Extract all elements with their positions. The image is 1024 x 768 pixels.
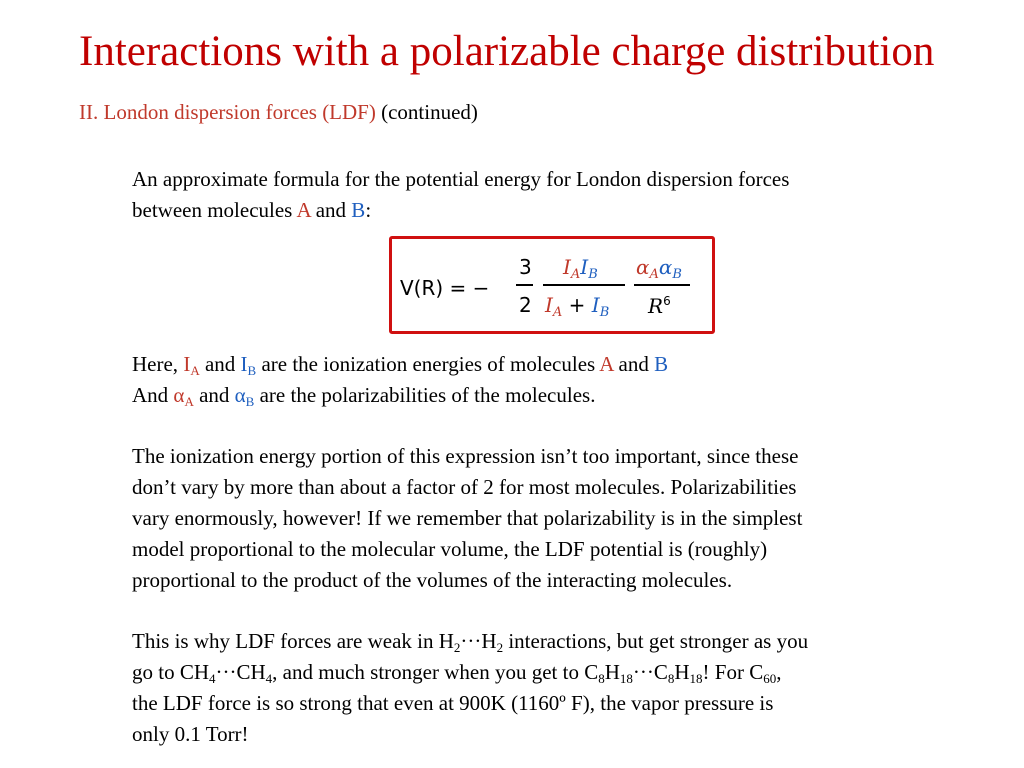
def-alpha-b: [235, 383, 255, 407]
ex-sub: 60: [763, 671, 777, 686]
paragraph-ionization: [132, 441, 992, 596]
polarizability-fraction-bar: [634, 284, 690, 286]
ex-sub: 8: [667, 671, 675, 686]
def-ib: [241, 352, 257, 376]
ex-text: This is why LDF forces are weak in H: [132, 629, 454, 653]
ex-text: go to CH: [132, 660, 210, 684]
ex-sub: 4: [265, 671, 273, 686]
distance-denominator: [648, 295, 671, 316]
def-ib-sub: B: [247, 363, 257, 378]
def-ia-sym: I: [183, 352, 191, 376]
definitions-text: [132, 349, 992, 411]
examples-line-3: the LDF force is so strong that even at 900K (1160º F), the vapor pressure is: [132, 691, 774, 715]
alpha-b-sym: α: [658, 255, 673, 279]
def-ie-text: are the ionization energies of molecules: [261, 352, 596, 376]
ib-num-sub: B: [588, 267, 598, 282]
ex-text: ···C: [632, 660, 668, 684]
intro-prefix: between molecules: [132, 198, 293, 222]
alpha-a: [636, 255, 659, 282]
ionization-denominator: [545, 295, 609, 319]
ex-text: H: [604, 660, 620, 684]
ia-den: [545, 293, 563, 320]
definition-ionization: [132, 349, 992, 380]
ib-den: [591, 293, 610, 320]
ex-sub: 4: [209, 671, 216, 686]
ia-num-sub: A: [570, 267, 581, 282]
r-sym: R: [648, 294, 664, 318]
def-alpha-b-sub: B: [245, 394, 255, 409]
examples-line-4: only 0.1 Torr!: [132, 722, 249, 746]
ex-text: , and much stronger when you get to C: [272, 660, 599, 684]
paragraph-line: model proportional to the molecular volume, the LDF potential is (roughly): [132, 537, 768, 561]
paragraph-line: The ionization energy portion of this expression isn’t too important, since these: [132, 444, 799, 468]
ex-text: ! For C: [702, 660, 764, 684]
slide-title: Interactions with a polarizable charge distribution: [79, 28, 935, 75]
paragraph-examples: [132, 626, 992, 750]
def-and-3: and: [199, 383, 230, 407]
intro-line-1: An approximate formula for the potential energy for London dispersion forces: [132, 167, 790, 191]
def-and-2: and: [618, 352, 649, 376]
slide-subtitle: [79, 102, 478, 123]
ex-sub: 18: [619, 671, 633, 686]
coef-numerator: 3: [519, 255, 532, 279]
paragraph-line: proportional to the product of the volumes of the interacting molecules.: [132, 568, 733, 592]
definition-polarizability: [132, 380, 992, 411]
intro-line-2: [132, 195, 992, 226]
ib-den-sub: B: [599, 305, 610, 320]
ia-den-sub: A: [552, 305, 563, 320]
ib-den-sym: I: [591, 293, 600, 317]
r-exponent: 6: [663, 294, 671, 308]
ib-num: [580, 255, 598, 282]
ia-den-sym: I: [545, 293, 553, 317]
ex-sub: 8: [598, 671, 605, 686]
ex-sub: 18: [689, 671, 703, 686]
coef-fraction-bar: [516, 284, 533, 286]
subtitle-main: II. London dispersion forces (LDF): [79, 100, 376, 124]
ex-sub: 2: [496, 640, 504, 655]
ex-sub: 2: [453, 640, 461, 655]
subtitle-suffix: (continued): [381, 100, 478, 124]
examples-line-1: [132, 626, 992, 657]
ia-num: [563, 255, 581, 282]
def-and-1: and: [204, 352, 236, 376]
def-alpha-a-sub: A: [184, 394, 194, 409]
ionization-numerator: [563, 257, 598, 281]
alpha-a-sym: α: [636, 255, 650, 279]
intro-text: [132, 164, 992, 226]
ex-text: interactions, but get stronger as you: [503, 629, 809, 653]
ex-text: ,: [776, 660, 782, 684]
def-alpha-a: [173, 383, 193, 407]
def-ia-sub: A: [190, 363, 200, 378]
ex-text: ···H: [460, 629, 497, 653]
molecule-a-label: A: [296, 198, 311, 222]
coef-denominator: 2: [519, 293, 532, 317]
ia-num-sym: I: [563, 255, 571, 279]
def-mol-b: B: [654, 352, 669, 376]
plus-sign: +: [568, 293, 586, 317]
ionization-fraction-bar: [543, 284, 625, 286]
formula-lhs-text: V(R) = −: [400, 276, 490, 300]
paragraph-line: don’t vary by more than about a factor of 2 for most molecules. Polarizabilities: [132, 475, 797, 499]
formula-lhs: [400, 278, 489, 298]
alpha-a-sub: A: [649, 267, 659, 282]
def-alpha-a-sym: α: [173, 383, 185, 407]
ex-text: H: [674, 660, 690, 684]
alpha-b: [658, 255, 682, 282]
def-mol-a: A: [599, 352, 614, 376]
def-ib-sym: I: [240, 352, 248, 376]
def-here: Here,: [132, 352, 179, 376]
molecule-b-label: B: [351, 198, 366, 222]
ib-num-sym: I: [580, 255, 589, 279]
def-pol-text: are the polarizabilities of the molecules.: [259, 383, 596, 407]
examples-line-2: [132, 657, 992, 688]
def-alpha-b-sym: α: [234, 383, 246, 407]
ex-text: ···CH: [215, 660, 266, 684]
def-ia: [183, 352, 199, 376]
polarizability-numerator: [636, 257, 682, 281]
def-and-cap: And: [132, 383, 169, 407]
alpha-b-sub: B: [672, 267, 682, 282]
intro-and: and: [315, 198, 347, 222]
paragraph-line: vary enormously, however! If we remember that polarizability is in the simplest: [132, 506, 803, 530]
intro-colon: :: [365, 198, 372, 222]
